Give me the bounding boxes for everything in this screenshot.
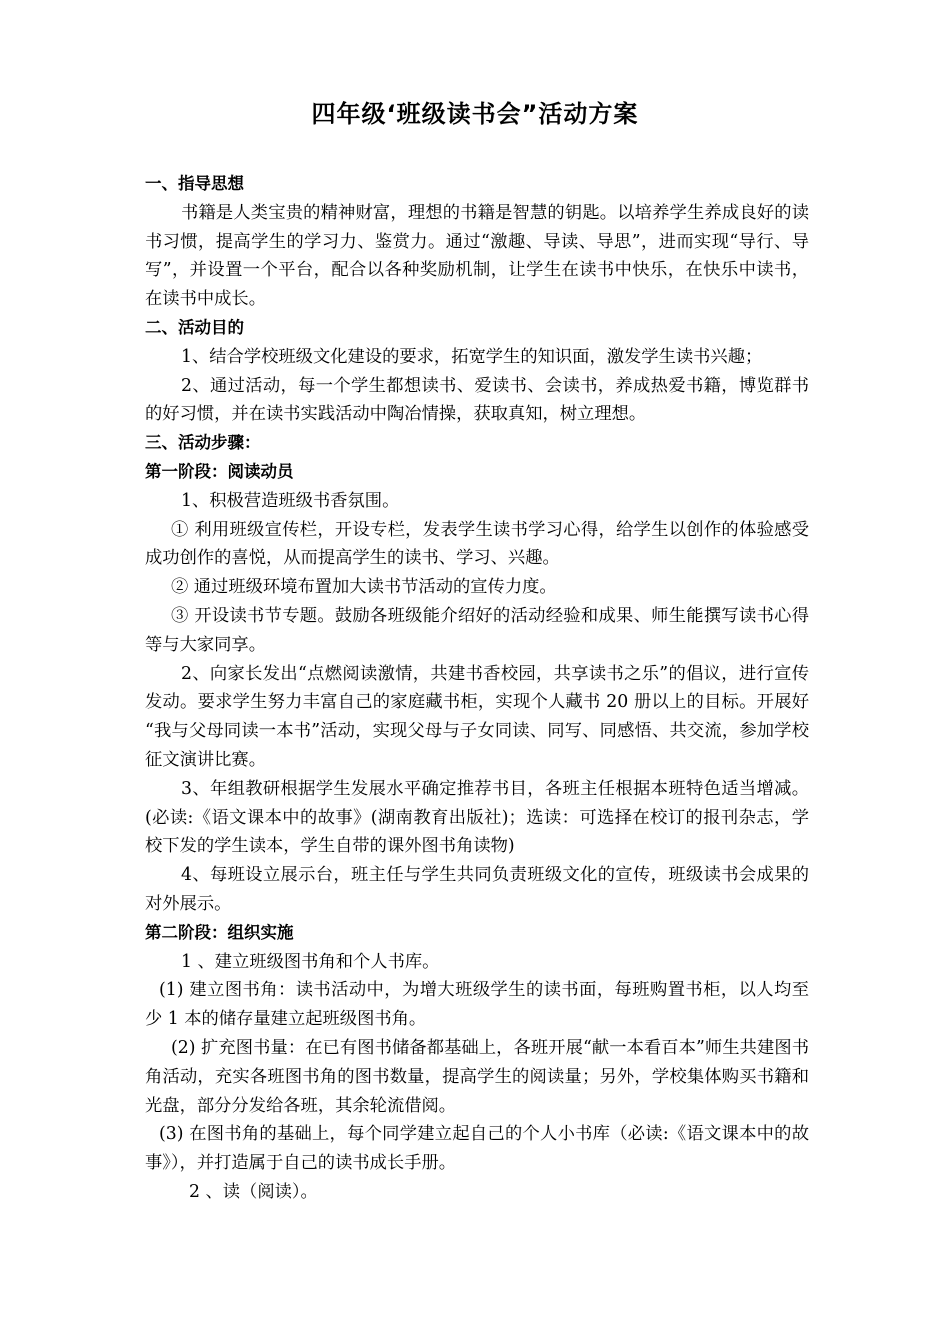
- paragraph: 1、结合学校班级文化建设的要求，拓宽学生的知识面，激发学生读书兴趣；: [181, 346, 763, 367]
- list-item: ① 利用班级宣传栏，开设专栏，发表学生读书学习心得，给学生以创作的体验感受成功创作的喜悦，从而提高学生的读书、学习、兴趣。: [145, 519, 809, 569]
- stage-heading: 第二阶段：组织实施: [145, 922, 294, 942]
- paragraph: 书籍是人类宝贵的精神财富，理想的书籍是智慧的钥匙。以培养学生养成良好的读书习惯，提高学生的学习力、鉴赏力。通过“激趣、导读、导思”，进而实现“导行、导写”，并设置一个平台，配合以各种奖励机制，让学生在读书中快乐，在快乐中读书，在读书中成长。: [145, 202, 809, 310]
- document-title: 四年级‘班级读书会”活动方案: [311, 100, 639, 128]
- list-item: (3) 在图书角的基础上，每个同学建立起自己的个人小书库（必读:《语文课本中的故事》），并打造属于自己的读书成长手册。: [145, 1124, 809, 1174]
- paragraph: 4、每班设立展示台，班主任与学生共同负责班级文化的宣传，班级读书会成果的对外展示。: [145, 865, 809, 914]
- list-item: (1) 建立图书角：读书活动中，为增大班级学生的读书面，每班购置书柜，以人均至少 1 本的储存量建立起班级图书角。: [145, 980, 809, 1030]
- paragraph: 3、年组教研根据学生发展水平确定推荐书目，各班主任根据本班特色适当增减。(必读:《语文课本中的故事》(湖南教育出版社)；选读：可选择在校订的报刊杂志，学校下发的学生读本，学生自带的课外图书角读物): [145, 778, 809, 857]
- paragraph: 2 、读（阅读）。: [189, 1181, 318, 1202]
- paragraph: 2、向家长发出“点燃阅读激情，共建书香校园，共享读书之乐”的倡议，进行宣传发动。要求学生努力丰富自己的家庭藏书柜，实现个人藏书 20 册以上的目标。开展好 “我与父母同读一本书”活动，实现父母与子女同读、同写、同感悟、共交流，参加学校征文演讲比赛。: [145, 663, 809, 770]
- list-item: ③ 开设读书节专题。鼓励各班级能介绍好的活动经验和成果、师生能撰写读书心得等与大家同享。: [145, 605, 809, 655]
- paragraph: 1 、建立班级图书角和个人书库。: [181, 951, 440, 972]
- list-item: ② 通过班级环境布置加大读书节活动的宣传力度。: [171, 577, 557, 598]
- stage-heading: 第一阶段：阅读动员: [145, 461, 294, 481]
- paragraph: 2、通过活动，每一个学生都想读书、爱读书、会读书，养成热爱书籍，博览群书的好习惯，并在读书实践活动中陶冶情操，获取真知，树立理想。: [145, 375, 809, 425]
- list-item: (2) 扩充图书量：在已有图书储备都基础上，各班开展“献一本看百本”师生共建图书角活动，充实各班图书角的图书数量，提高学生的阅读量；另外，学校集体购买书籍和光盘，部分分发给各班，其余轮流借阅。: [145, 1037, 809, 1116]
- section-heading: 三、活动步骤：: [145, 433, 261, 453]
- section-heading: 二、活动目的: [145, 317, 244, 337]
- document-body: [145, 170, 809, 1207]
- section-heading: 一、指导思想: [145, 174, 244, 193]
- paragraph: 1、积极营造班级书香氛围。: [181, 490, 400, 511]
